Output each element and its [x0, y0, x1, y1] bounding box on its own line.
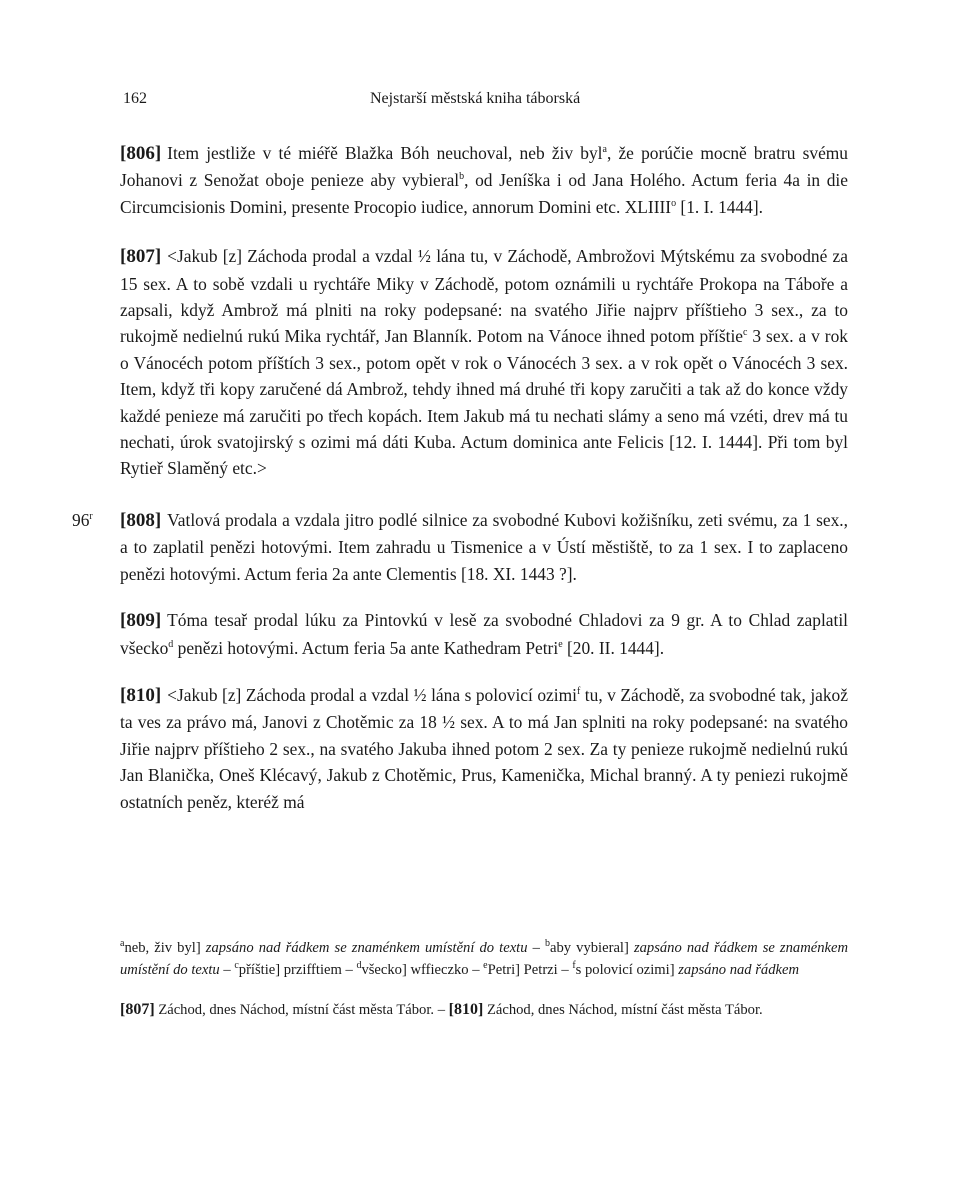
note-separator: – — [527, 940, 545, 956]
critical-apparatus — [120, 938, 848, 981]
footnote-mark-c: c — [743, 327, 748, 339]
entry-810-text-1: <Jakub [z] Záchoda prodal a vzdal ½ lána s polovicí ozimi — [167, 684, 577, 705]
note-separator: – — [557, 961, 573, 978]
note-f-mark: f — [572, 959, 576, 971]
entry-806-text-3: , od Jeníška i od Jana Holého. Actum feria 4a in die Circumcisionis Domini, presente Procopio iudice, annorum Domini etc. XLIIII — [120, 170, 848, 217]
note-b-mark: b — [545, 938, 550, 950]
entry-806-text-1: Item jestliže v té miéřě Blažka Bóh neuchoval, neb živ byl — [167, 143, 603, 163]
entry-number-806: [806] — [120, 143, 162, 164]
place-notes — [120, 999, 848, 1022]
footnote-mark-b: b — [459, 171, 465, 183]
entry-810-text-2: tu, v Záchodě, za svobodné tak, jakož ta ves za právo má, Janovi z Chotěmic za 18 ½ sex. A to má Jan splniti na roky podepsané: na svatého Jiřie najprv příštieho 2 sex., na svatého Jakuba ihned potom 2 sex. Za ty penieze rukojmě nedielnú rukú Jan Blanička, Oneš Klécavý, Jakub z Chotěmic, Prus, Kamenička, Michal branný. A ty peniezi rukojmě ostatních peněz, kteréž má — [120, 684, 848, 812]
folio-number: 96 — [72, 509, 90, 530]
entry-number-808: [808] — [120, 509, 162, 531]
note-c-text: příštie] przifftiem — [238, 961, 342, 978]
note-f-text: zapsáno nad řádkem — [678, 961, 800, 978]
note-e-mark: e — [483, 959, 488, 971]
entry-809 — [120, 607, 848, 661]
entry-809-text-3: [20. II. 1444]. — [562, 637, 665, 658]
note-separator: – — [468, 961, 484, 978]
entry-809-text-2: penězi hotovými. Actum feria 5a ante Kathedram Petri — [173, 637, 559, 658]
book-title: Nejstarší městská kniha táborská — [370, 90, 581, 107]
note-e-text: Petri] Petrzi — [487, 961, 558, 978]
note-a-text: zapsáno nad řádkem se znaménkem umístění do textu — [205, 940, 528, 956]
folio-side: r — [89, 511, 93, 523]
entry-806-text-4: [1. I. 1444]. — [676, 196, 764, 217]
place-note-ref-807: [807] — [120, 1001, 155, 1018]
entry-807-text-1: <Jakub [z] Záchoda prodal a vzdal ½ lána tu, v Záchodě, Ambrožovi Mýtskému za svobodné za 15 sex. A to sobě vzdali u rychtáře Miky v Záchodě, potom oznámili u rychtáře Prokopa na Táboře a zapsali, když Ambrož má plniti na roky podepsané: na svatého Jiřie najprv příštieho 3 sex., za to rukojmě nedielnú rukú Mika rychtář, Jan Blanník. Potom na Vánoce ihned potom příštie — [120, 246, 848, 347]
note-d-text: všecko] wffieczko — [361, 961, 469, 978]
entry-810 — [120, 682, 848, 815]
entry-807-text-2: 3 sex. a v rok o Vánocéch potom příštích 3 sex., potom opět v rok o Vánocéch 3 sex. a v rok opět o Vánocéch 3 sex. Item, když tři kopy zaručené dá Ambrož, tehdy ihned má druhé tři kopy zaručiti a tak až do konce vždy každé penieze má zaručiti po třech kopách. Item Jakub má tu nechati slámy a seno má vzéti, drev má tu nechati, úrok svatojirský s ozimi má dáti Kuba. Actum dominica ante Felicis [12. I. 1444]. Při tom byl Rytieř Slaměný etc.> — [120, 326, 848, 479]
footnotes — [120, 938, 848, 1022]
footnote-mark-a: a — [602, 144, 607, 156]
note-separator: – — [341, 961, 357, 978]
year-ordinal-mark: o — [671, 198, 677, 210]
place-note-810-text: Záchod, dnes Náchod, místní část města Tábor. — [486, 1002, 763, 1018]
note-a-mark: a — [120, 938, 125, 950]
folio-marker — [72, 507, 93, 533]
entry-806-text-2: , že porúčie mocně bratru svému Johanovi z Senožat oboje penieze aby vybieral — [120, 143, 849, 191]
entry-number-807: [807] — [120, 246, 162, 268]
entry-807 — [120, 243, 848, 482]
entry-number-809: [809] — [120, 610, 162, 632]
note-a-lemma: neb, živ byl] — [124, 940, 201, 956]
place-note-ref-810: [810] — [448, 1001, 484, 1018]
entry-808-text-1: Vatlová prodala a vzdala jitro podlé silnice za svobodné Kubovi kožišníku, zeti svému, za 1 sex., a to zaplatil penězi hotovými. Item zahradu u Tismenice a v Ústí městiště, to za 1 sex. I to zaplaceno penězi hotovými. Actum feria 2a ante Clementis [18. XI. 1443 ?]. — [120, 509, 848, 584]
page-body — [72, 86, 849, 815]
note-separator: – — [219, 961, 235, 978]
footnote-mark-f: f — [576, 686, 581, 698]
entry-806 — [120, 140, 848, 220]
note-b-text: zapsáno nad řádkem se znaménkem umístění do textu — [120, 940, 849, 978]
footnote-mark-e: e — [558, 638, 563, 650]
entry-809-text-1: Tóma tesař prodal lúku za Pintovkú v lesě za svobodné Chladovi za 9 gr. A to Chlad zaplatil všecko — [120, 610, 848, 658]
note-separator: – — [434, 1002, 449, 1018]
running-head — [120, 86, 848, 116]
note-d-mark: d — [356, 959, 362, 971]
note-b-lemma: aby vybieral] — [550, 940, 629, 956]
page-number: 162 — [123, 90, 147, 107]
place-note-807-text: Záchod, dnes Náchod, místní část města Tábor. — [158, 1002, 435, 1018]
entry-number-810: [810] — [120, 684, 162, 706]
entry-808 — [72, 507, 848, 587]
note-f-lemma: s polovicí ozimi] — [575, 961, 675, 978]
footnote-mark-d: d — [168, 638, 174, 650]
note-c-mark: c — [234, 959, 239, 971]
